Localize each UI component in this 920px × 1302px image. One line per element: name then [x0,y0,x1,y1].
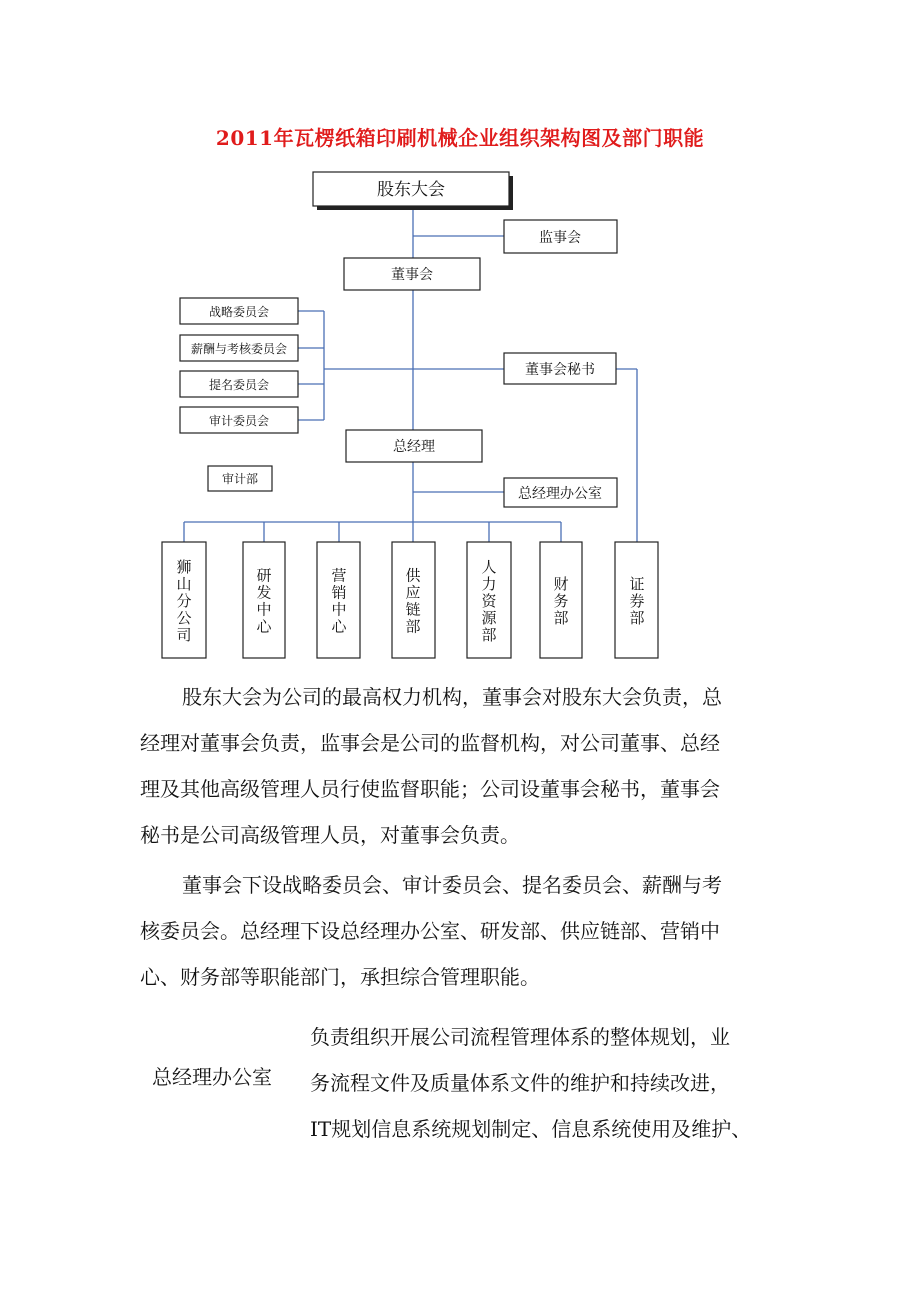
department-label: 营销中心 [331,566,347,636]
board-secretary-label: 董事会秘书 [525,362,595,378]
committee-nomination-box [180,371,298,397]
gm-office-label: 总经理办公室 [518,486,602,502]
office-name: 总经理办公室 [152,1065,272,1089]
shareholders-box [313,172,513,210]
board-label: 董事会 [391,267,433,283]
supervisors-box [504,220,617,253]
committee-label: 提名委员会 [208,378,270,392]
gm-label: 总经理 [393,439,435,455]
office-desc-line: 务流程文件及质量体系文件的维护和持续改进， [310,1071,730,1095]
board-secretary-box [504,353,616,384]
shareholders-label: 股东大会 [377,180,445,200]
audit-dept-label: 审计部 [221,472,259,486]
department-label: 人力资源部 [481,558,497,644]
committee-label: 审计委员会 [208,414,270,428]
paragraph-line: 经理对董事会负责，监事会是公司的监督机构，对公司董事、总经 [140,731,720,755]
committee-audit-box [180,407,298,433]
paragraph-line: 董事会下设战略委员会、审计委员会、提名委员会、薪酬与考 [182,873,722,897]
paragraph-line: 股东大会为公司的最高权力机构，董事会对股东大会负责，总 [182,685,722,709]
board-box [344,258,480,290]
paragraph-line: 核委员会。总经理下设总经理办公室、研发部、供应链部、营销中 [140,919,720,943]
department-label: 研发中心 [256,566,272,636]
committee-strategy-box [180,298,298,324]
paragraph-line: 理及其他高级管理人员行使监督职能；公司设董事会秘书，董事会 [140,777,720,801]
committee-label: 战略委员会 [208,305,270,319]
committee-label: 薪酬与考核委员会 [190,342,288,356]
department-label: 证券部 [629,575,645,627]
paragraph-2 [140,862,790,1000]
committee-compensation-box [180,335,298,361]
gm-box [346,430,482,462]
department-label: 狮山分公司 [176,558,192,644]
office-description [310,1014,790,1152]
gm-office-box [504,478,617,507]
audit-dept-box [208,466,272,491]
department-label: 供应链部 [405,566,421,636]
office-desc-line: IT规划信息系统规划制定、信息系统使用及维护、 [310,1117,752,1141]
office-desc-line: 负责组织开展公司流程管理体系的整体规划，业 [310,1025,730,1049]
department-label: 财务部 [553,575,569,627]
paragraph-line: 心、财务部等职能部门，承担综合管理职能。 [140,965,540,989]
paragraph-1 [140,674,790,858]
supervisors-label: 监事会 [539,230,581,246]
paragraph-line: 秘书是公司高级管理人员，对董事会负责。 [140,823,520,847]
page-title: 2011年瓦楞纸箱印刷机械企业组织架构图及部门职能 [215,126,705,150]
